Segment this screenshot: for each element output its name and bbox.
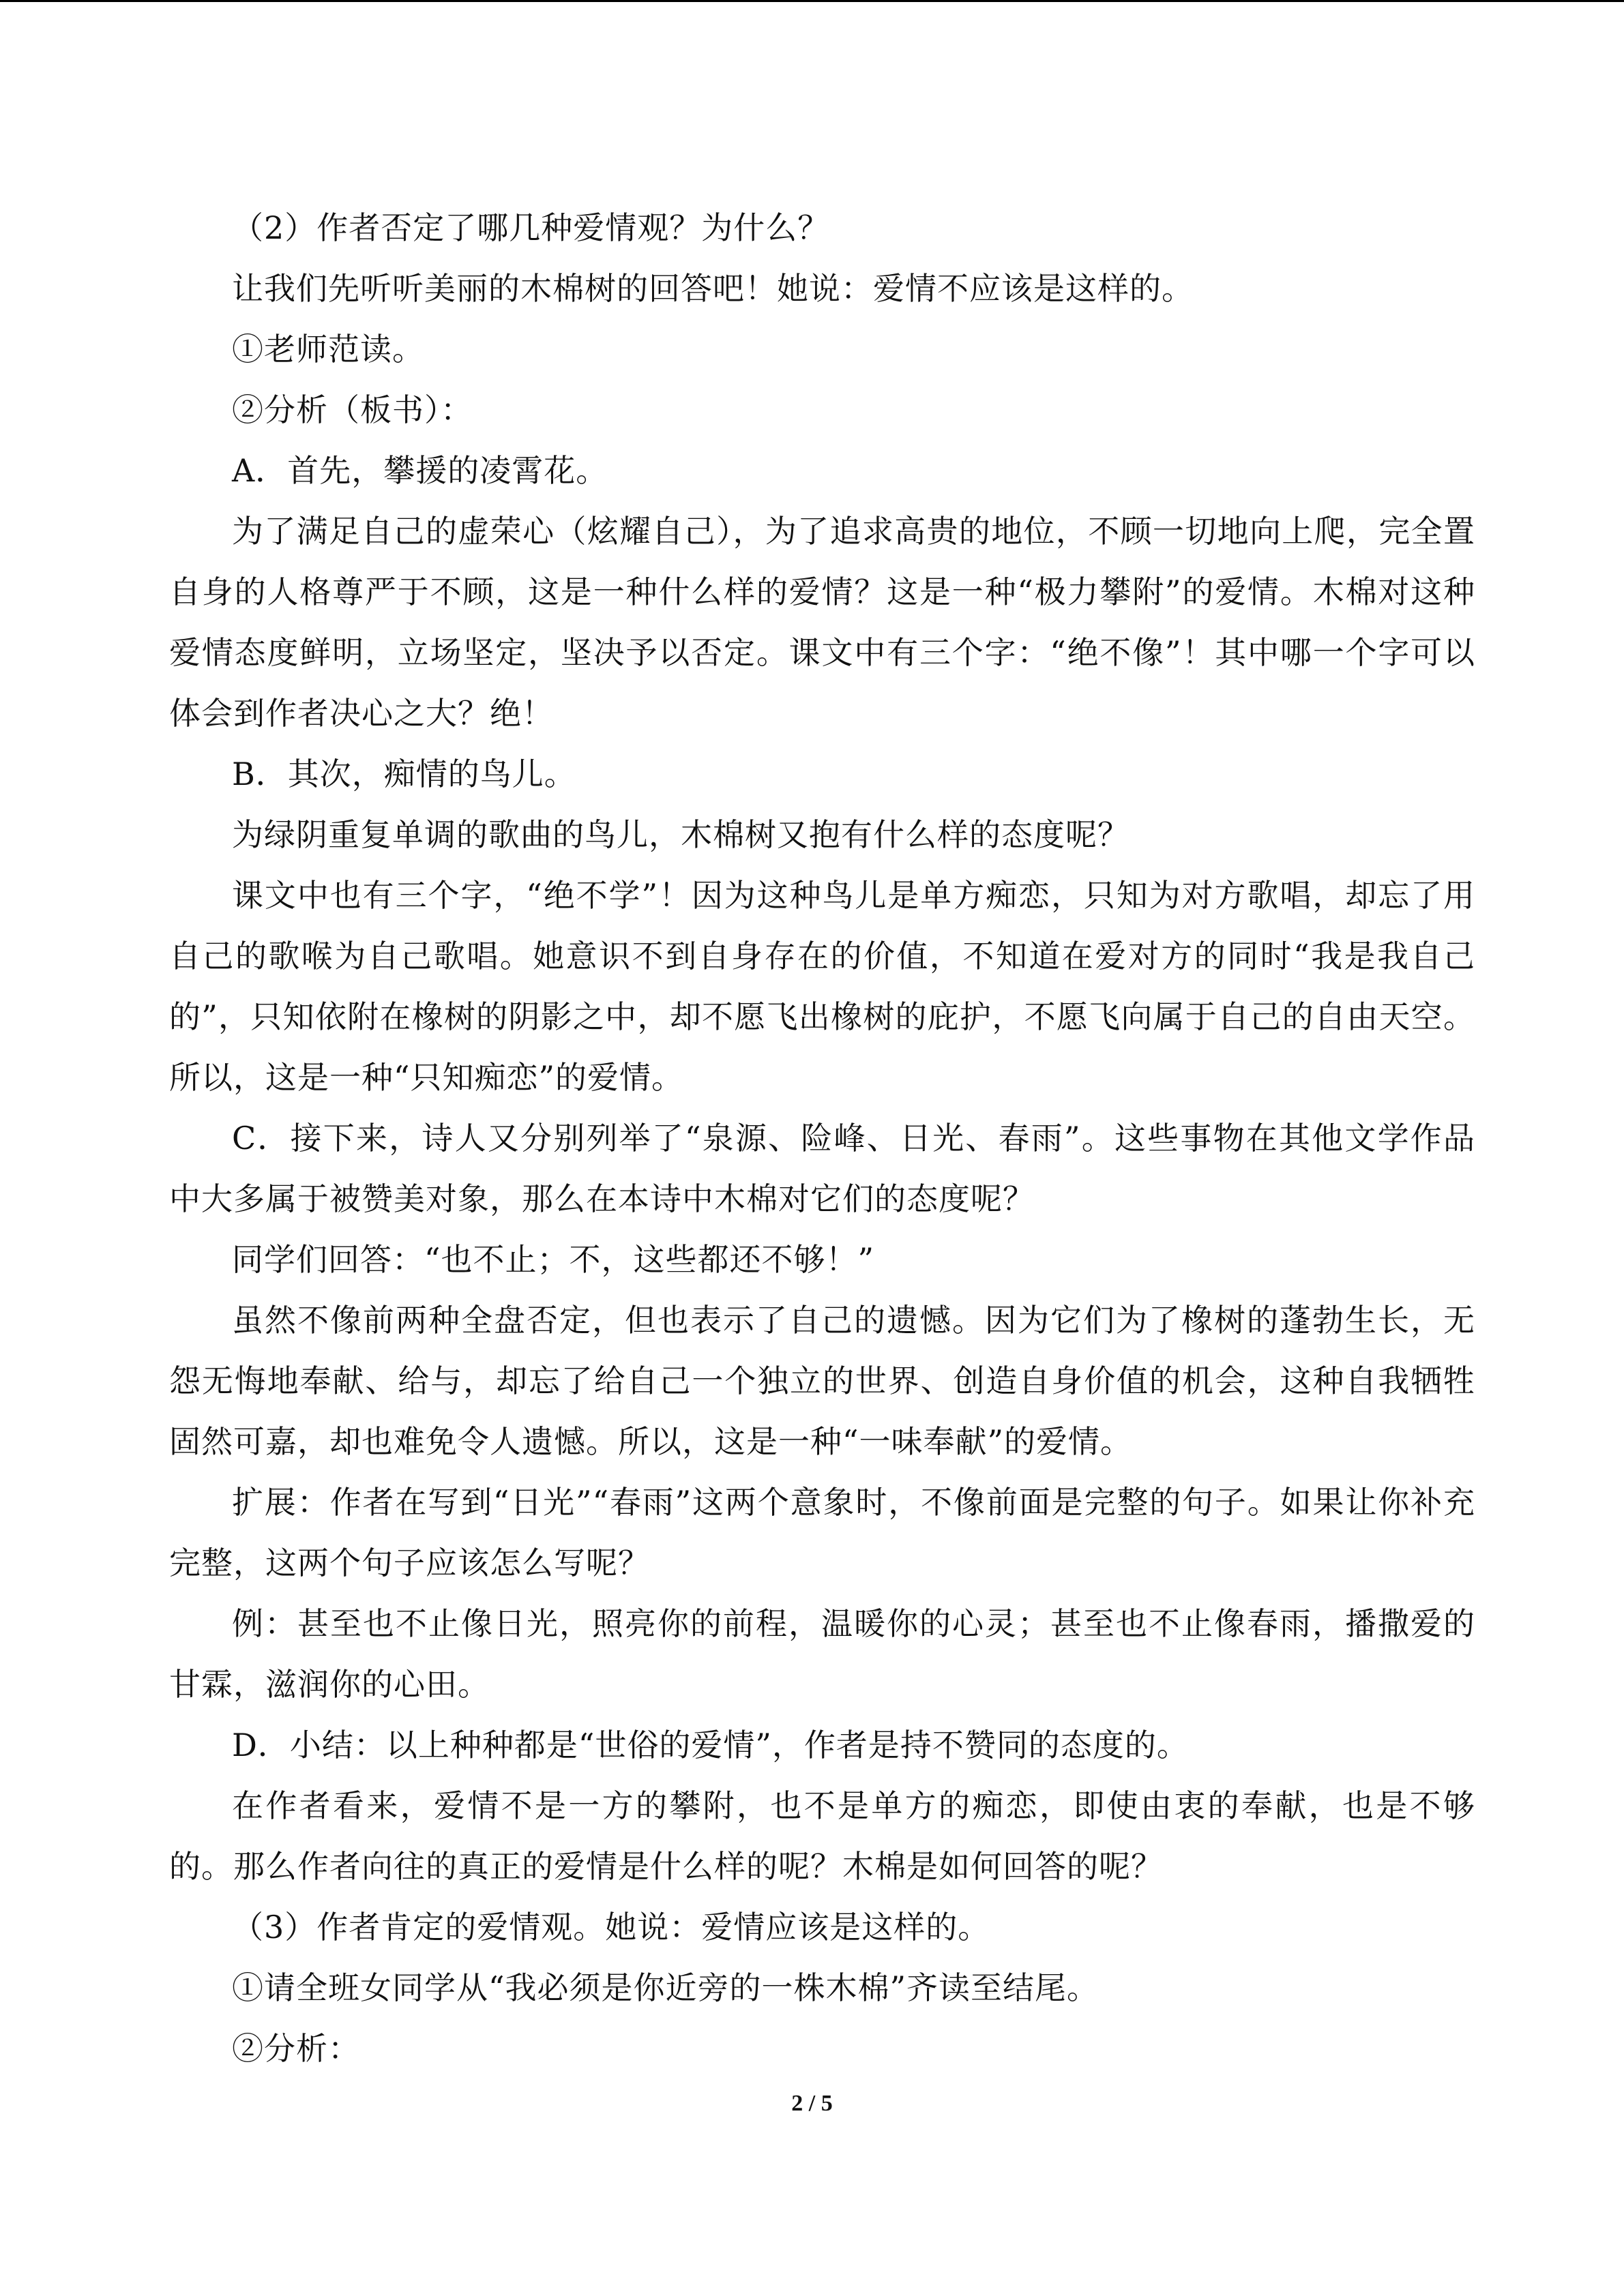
paragraph-author-view: 在作者看来，爱情不是一方的攀附，也不是单方的痴恋，即使由衷的奉献，也是不够的。那么作者向往的真正的爱情是什么样的呢？木棉是如何回答的呢？ — [169, 1787, 1475, 1885]
paragraph-students-answer: 同学们回答：“也不止；不，这些都还不够！” — [232, 1241, 875, 1278]
top-border-line — [0, 0, 1624, 2]
page-number: 2 / 5 — [791, 2091, 833, 2116]
paragraph-point-c: C．接下来，诗人又分别列举了“泉源、险峰、日光、春雨”。这些事物在其他文学作品中大多属于被赞美对象，那么在本诗中木棉对它们的态度呢？ — [169, 1120, 1475, 1217]
paragraph-analysis-2: ②分析： — [232, 2030, 360, 2067]
paragraph-point-d: D．小结：以上种种都是“世俗的爱情”，作者是持不赞同的态度的。 — [232, 1727, 1189, 1763]
document-body — [169, 198, 1475, 2079]
paragraph-point-b-question: 为绿阴重复单调的歌曲的鸟儿，木棉树又抱有什么样的态度呢？ — [232, 816, 1130, 853]
paragraph-extension: 扩展：作者在写到“日光”“春雨”这两个意象时，不像前面是完整的句子。如果让你补充完整，这两个句子应该怎么写呢？ — [169, 1484, 1475, 1581]
paragraph-question-2: （2）作者否定了哪几种爱情观？为什么？ — [232, 209, 830, 246]
paragraph-point-c-body: 虽然不像前两种全盘否定，但也表示了自己的遗憾。因为它们为了橡树的蓬勃生长，无怨无悔地奉献、给与，却忘了给自己一个独立的世界、创造自身价值的机会，这种自我牺牲固然可嘉，却也难免令人遗憾。所以，这是一种“一味奉献”的爱情。 — [169, 1302, 1475, 1460]
paragraph-teacher-reading: ①老师范读。 — [232, 331, 424, 368]
paragraph-point-b: B．其次，痴情的鸟儿。 — [232, 756, 576, 792]
paragraph-point-a: A．首先，攀援的凌霄花。 — [232, 452, 608, 489]
paragraph-question-3: （3）作者肯定的爱情观。她说：爱情应该是这样的。 — [232, 1909, 990, 1945]
paragraph-analysis-heading: ②分析（板书）： — [232, 391, 473, 428]
paragraph-example: 例：甚至也不止像日光，照亮你的前程，温暖你的心灵；甚至也不止像春雨，播撒爱的甘霖，滋润你的心田。 — [169, 1605, 1475, 1703]
paragraph-class-reading: ①请全班女同学从“我必须是你近旁的一株木棉”齐读至结尾。 — [232, 1969, 1099, 2006]
paragraph-point-b-body: 课文中也有三个字，“绝不学”！因为这种鸟儿是单方痴恋，只知为对方歌唱，却忘了用自己的歌喉为自己歌唱。她意识不到自身存在的价值，不知道在爱对方的同时“我是我自己的”，只知依附在橡树的阴影之中，却不愿飞出橡树的庇护，不愿飞向属于自己的自由天空。所以，这是一种“只知痴恋”的爱情。 — [169, 877, 1475, 1096]
paragraph-point-a-body: 为了满足自己的虚荣心（炫耀自己），为了追求高贵的地位，不顾一切地向上爬，完全置自身的人格尊严于不顾，这是一种什么样的爱情？这是一种“极力攀附”的爱情。木棉对这种爱情态度鲜明，立场坚定，坚决予以否定。课文中有三个字：“绝不像”！其中哪一个字可以体会到作者决心之大？绝！ — [169, 513, 1475, 732]
paragraph-intro: 让我们先听听美丽的木棉树的回答吧！她说：爱情不应该是这样的。 — [232, 270, 1194, 307]
